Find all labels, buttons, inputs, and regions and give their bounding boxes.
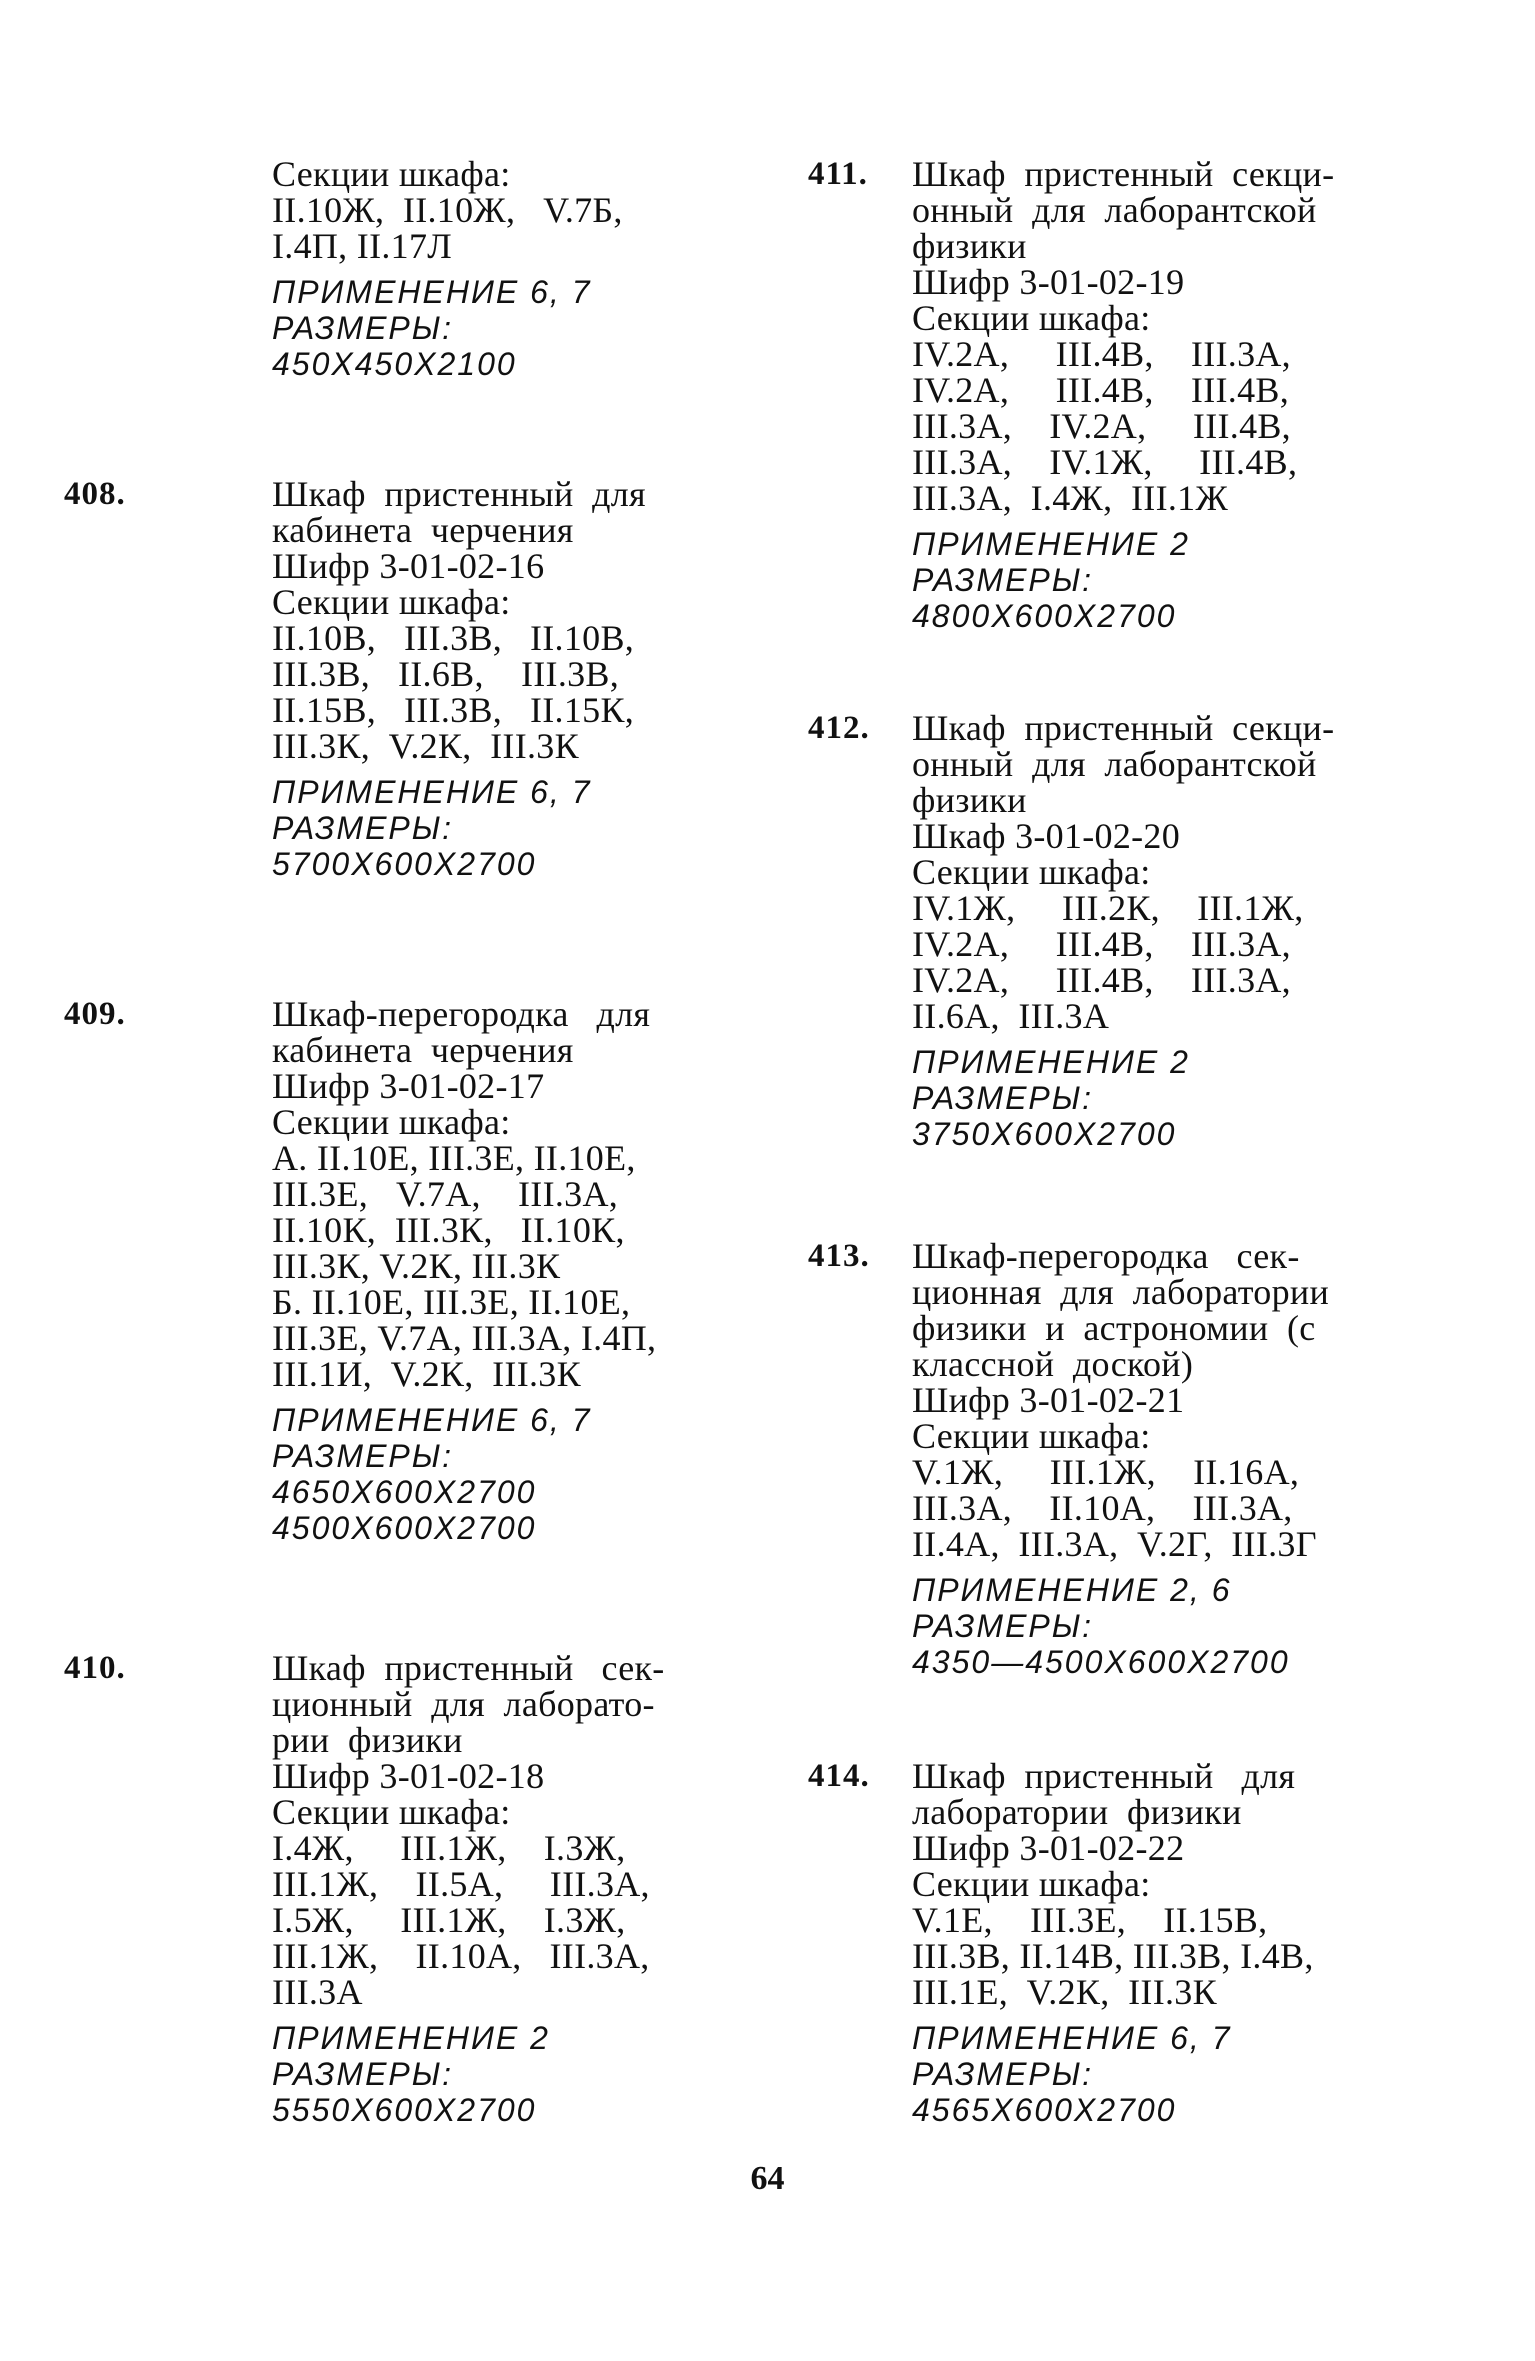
entry-line: V.1Е, III.3Е, II.15В,: [912, 1900, 1268, 1940]
entry-line: III.3К, V.2К, III.3К: [272, 726, 579, 766]
entry-line: физики: [912, 226, 1027, 266]
entry-line: Шифр 3-01-02-16: [272, 546, 545, 586]
size-value: 450X450X2100: [272, 346, 517, 382]
entry-line: Шифр 3-01-02-18: [272, 1756, 545, 1796]
entry-number: 410.: [64, 1650, 126, 1686]
entry-line: III.1Ж, II.5А, III.3А,: [272, 1864, 650, 1904]
entry-number: 408.: [64, 476, 126, 512]
entry-line: Секции шкафа:: [272, 582, 511, 622]
applications-label: ПРИМЕНЕНИЕ 2: [272, 2020, 550, 2056]
entry-number: 409.: [64, 996, 126, 1032]
entry-line: II.4А, III.3А, V.2Г, III.3Г: [912, 1524, 1317, 1564]
applications-label: ПРИМЕНЕНИЕ 6, 7: [272, 274, 592, 310]
size-value: 4800X600X2700: [912, 598, 1177, 634]
entry-number: 412.: [808, 710, 870, 746]
sizes-label: РАЗМЕРЫ:: [272, 310, 454, 346]
sizes-label: РАЗМЕРЫ:: [912, 2056, 1094, 2092]
entry-number: 414.: [808, 1758, 870, 1794]
entry-line: классной доской): [912, 1344, 1194, 1384]
entry-line: II.10Ж, II.10Ж, V.7Б,: [272, 190, 623, 230]
entry-line: III.1Ж, II.10А, III.3А,: [272, 1936, 650, 1976]
entry-line: Секции шкафа:: [912, 852, 1151, 892]
entry-line: Шкаф пристенный сек-: [272, 1648, 665, 1688]
size-value: 4350—4500X600X2700: [912, 1644, 1290, 1680]
entry-body: [912, 1758, 1352, 2128]
entry-line: IV.1Ж, III.2К, III.1Ж,: [912, 888, 1304, 928]
entry-line: Шифр 3-01-02-17: [272, 1066, 545, 1106]
entry-line: Шифр 3-01-02-22: [912, 1828, 1185, 1868]
entry-line: Шкаф-перегородка для: [272, 994, 651, 1034]
entry-line: онный для лаборантской: [912, 190, 1317, 230]
entry-line: III.3А, II.10А, III.3А,: [912, 1488, 1293, 1528]
entry-line: А. II.10Е, III.3Е, II.10Е,: [272, 1138, 636, 1178]
size-value: 3750X600X2700: [912, 1116, 1177, 1152]
entry-line: Шкаф пристенный секци-: [912, 708, 1335, 748]
entry-line: Шкаф-перегородка сек-: [912, 1236, 1300, 1276]
entry-line: лаборатории физики: [912, 1792, 1242, 1832]
entry-line: III.3В, II.6В, III.3В,: [272, 654, 620, 694]
entry-number: 413.: [808, 1238, 870, 1274]
entry-line: II.10В, III.3В, II.10В,: [272, 618, 635, 658]
entry-line: II.6А, III.3А: [912, 996, 1110, 1036]
applications-label: ПРИМЕНЕНИЕ 6, 7: [272, 774, 592, 810]
entry-line: III.3А: [272, 1972, 363, 2012]
entry-line: III.1И, V.2К, III.3К: [272, 1354, 581, 1394]
entry-line: Секции шкафа:: [272, 154, 511, 194]
applications-label: ПРИМЕНЕНИЕ 2: [912, 526, 1190, 562]
entry-line: Секции шкафа:: [912, 298, 1151, 338]
entry-line: II.15В, III.3В, II.15К,: [272, 690, 635, 730]
sizes-label: РАЗМЕРЫ:: [912, 1080, 1094, 1116]
entry-line: IV.2А, III.4В, III.3А,: [912, 960, 1291, 1000]
entry-line: Шкаф пристенный для: [912, 1756, 1296, 1796]
entry-line: IV.2А, III.4В, III.3А,: [912, 334, 1291, 374]
entry-body: [272, 156, 712, 382]
entry-line: III.1Е, V.2К, III.3К: [912, 1972, 1217, 2012]
entry-body: [912, 710, 1352, 1152]
entry-line: I.4П, II.17Л: [272, 226, 452, 266]
entry-line: Секции шкафа:: [912, 1864, 1151, 1904]
entry-line: физики: [912, 780, 1027, 820]
applications-label: ПРИМЕНЕНИЕ 6, 7: [272, 1402, 592, 1438]
entry-line: Шкаф пристенный для: [272, 474, 646, 514]
sizes-label: РАЗМЕРЫ:: [912, 1608, 1094, 1644]
sizes-label: РАЗМЕРЫ:: [272, 1438, 454, 1474]
entry-line: III.3В, II.14В, III.3В, I.4В,: [912, 1936, 1314, 1976]
applications-label: ПРИМЕНЕНИЕ 2: [912, 1044, 1190, 1080]
entry-line: IV.2А, III.4В, III.4В,: [912, 370, 1289, 410]
entry-line: III.3А, IV.1Ж, III.4В,: [912, 442, 1298, 482]
entry-body: [912, 156, 1352, 634]
entry-line: Секции шкафа:: [272, 1102, 511, 1142]
entry-line: I.4Ж, III.1Ж, I.3Ж,: [272, 1828, 626, 1868]
entry-line: II.10К, III.3К, II.10К,: [272, 1210, 625, 1250]
entry-line: III.3А, IV.2А, III.4В,: [912, 406, 1291, 446]
entry-line: I.5Ж, III.1Ж, I.3Ж,: [272, 1900, 626, 1940]
entry-line: ционный для лаборато-: [272, 1684, 655, 1724]
applications-label: ПРИМЕНЕНИЕ 6, 7: [912, 2020, 1232, 2056]
applications-label: ПРИМЕНЕНИЕ 2, 6: [912, 1572, 1232, 1608]
size-value: 5700X600X2700: [272, 846, 537, 882]
sizes-label: РАЗМЕРЫ:: [912, 562, 1094, 598]
entry-line: V.1Ж, III.1Ж, II.16А,: [912, 1452, 1300, 1492]
entry-line: III.3Е, V.7А, III.3А,: [272, 1174, 619, 1214]
entry-body: [272, 1650, 712, 2128]
entry-line: Б. II.10Е, III.3Е, II.10Е,: [272, 1282, 631, 1322]
entry-line: Шифр 3-01-02-21: [912, 1380, 1185, 1420]
entry-line: Шкаф 3-01-02-20: [912, 816, 1181, 856]
entry-body: [912, 1238, 1352, 1680]
size-value: 4500X600X2700: [272, 1510, 537, 1546]
entry-line: онный для лаборантской: [912, 744, 1317, 784]
entry-line: III.3К, V.2К, III.3К: [272, 1246, 561, 1286]
sizes-label: РАЗМЕРЫ:: [272, 810, 454, 846]
entry-line: кабинета черчения: [272, 510, 574, 550]
entry-line: кабинета черчения: [272, 1030, 574, 1070]
entry-body: [272, 996, 712, 1546]
size-value: 4565X600X2700: [912, 2092, 1177, 2128]
entry-line: Секции шкафа:: [272, 1792, 511, 1832]
page-number: 64: [750, 2160, 785, 2197]
entry-line: III.3Е, V.7А, III.3А, I.4П,: [272, 1318, 657, 1358]
entry-body: [272, 476, 712, 882]
size-value: 5550X600X2700: [272, 2092, 537, 2128]
size-value: 4650X600X2700: [272, 1474, 537, 1510]
entry-line: рии физики: [272, 1720, 463, 1760]
entry-line: Секции шкафа:: [912, 1416, 1151, 1456]
entry-number: 411.: [808, 156, 868, 192]
sizes-label: РАЗМЕРЫ:: [272, 2056, 454, 2092]
entry-line: физики и астрономии (с: [912, 1308, 1316, 1348]
entry-line: Шкаф пристенный секци-: [912, 154, 1335, 194]
entry-line: III.3А, I.4Ж, III.1Ж: [912, 478, 1229, 518]
entry-line: ционная для лаборатории: [912, 1272, 1330, 1312]
entry-line: Шифр 3-01-02-19: [912, 262, 1185, 302]
entry-line: IV.2А, III.4В, III.3А,: [912, 924, 1291, 964]
